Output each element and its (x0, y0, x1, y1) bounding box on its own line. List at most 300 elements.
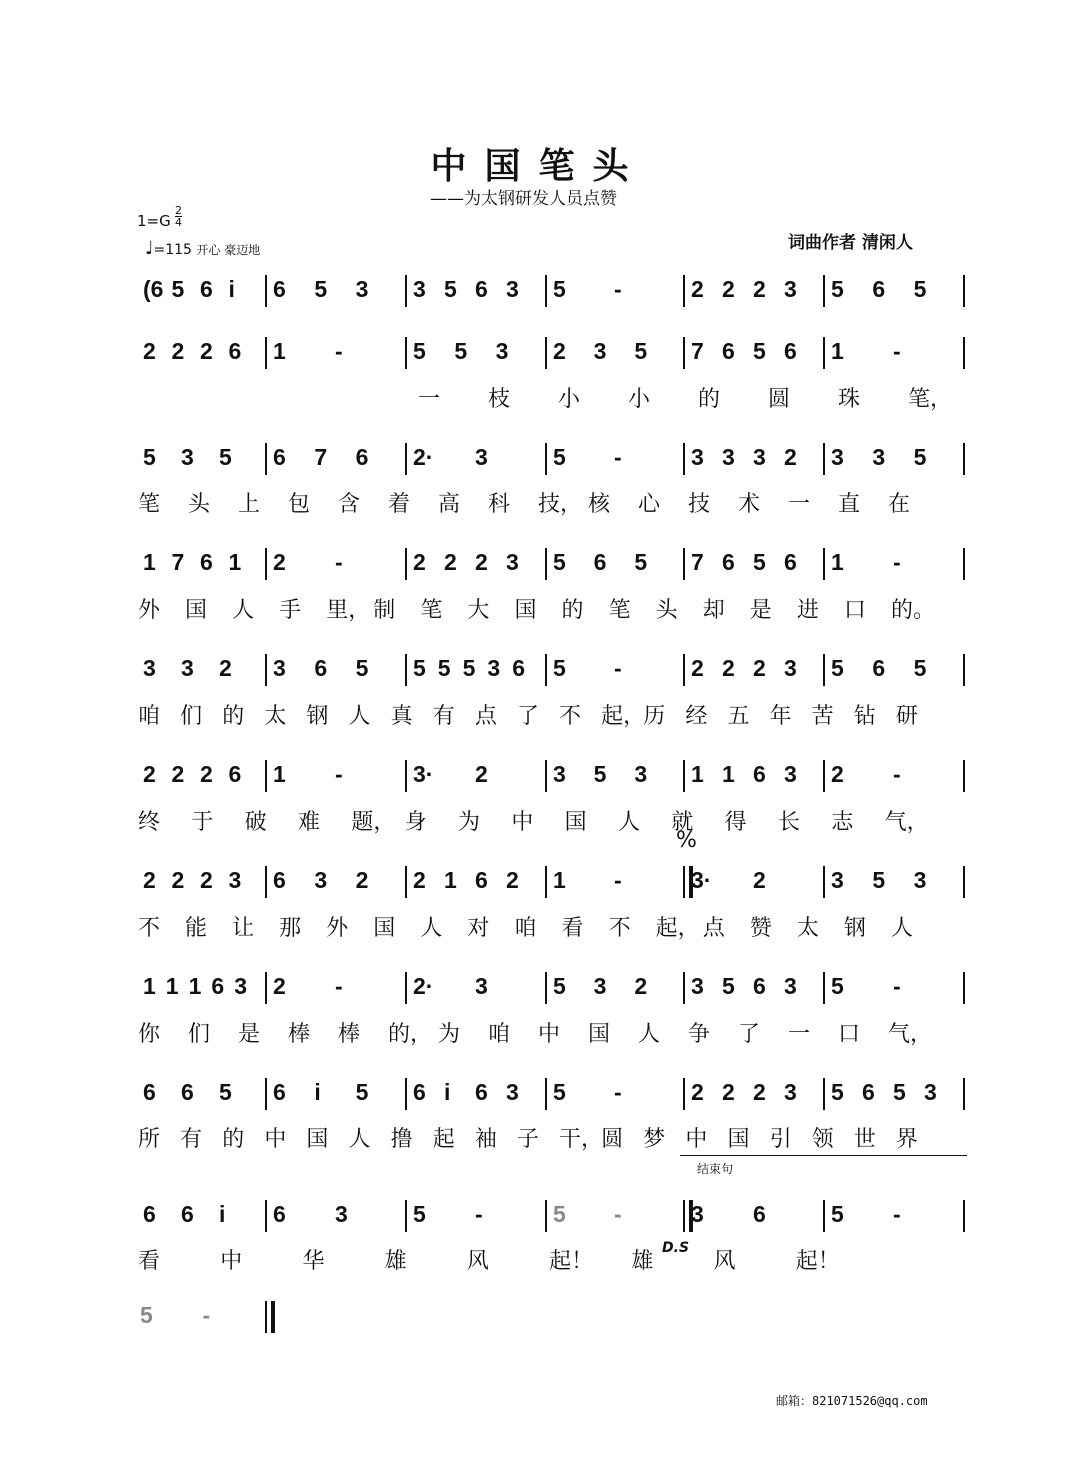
score-note: 3 (487, 655, 501, 681)
score-note: 6 (722, 549, 735, 575)
score-note: 2 (143, 867, 156, 893)
bar-line (265, 1078, 267, 1110)
score-note: 6 (200, 276, 213, 302)
bar-line (683, 275, 685, 307)
bar-line (545, 1078, 547, 1110)
score-note: 5 (355, 1079, 369, 1105)
score-note: 3 (831, 867, 844, 893)
lyric-char: 咱 (138, 704, 161, 729)
score-note: 3 (831, 444, 844, 470)
score-note: 3 (691, 973, 704, 999)
score-note: 5 (413, 338, 426, 364)
lyric-char: 人 (348, 704, 371, 729)
lyric-char: 科 (488, 492, 511, 517)
score-note: 7 (314, 444, 328, 470)
bar-line (405, 654, 407, 686)
lyric-char: 五 (727, 704, 750, 729)
lyric-char: 太 (264, 704, 287, 729)
score-note: 5 (219, 444, 232, 470)
score-note: 1 (831, 338, 844, 364)
score-note: 3 (784, 655, 797, 681)
lyric-char: 的 (698, 387, 721, 412)
lyric-char: 的。 (890, 598, 935, 623)
score-note: 6 (753, 761, 766, 787)
bar-line (963, 866, 965, 898)
score-note: 5 (893, 1079, 906, 1105)
score-note: - (614, 1201, 622, 1227)
dal-segno-mark: D.S (662, 1240, 690, 1256)
lyric-char: 们 (188, 1022, 211, 1047)
score-note: 3 (314, 867, 328, 893)
lyric-char: 就 (671, 810, 694, 835)
ending-bracket (680, 1155, 967, 1156)
score-note: 3 (784, 973, 797, 999)
lyric-char: 干， (559, 1127, 604, 1152)
bar-line (405, 443, 407, 475)
score-note: - (893, 973, 901, 999)
score-note: 1 (143, 973, 156, 999)
score-note: 5 (872, 867, 886, 893)
score-note: 5 (413, 655, 426, 681)
score-note: 5 (753, 549, 766, 575)
bar-line (265, 654, 267, 686)
score-note: - (893, 1201, 901, 1227)
lyric-char: 人 (420, 916, 443, 941)
lyric-char: 钢 (843, 916, 866, 941)
lyric-char: 研 (895, 704, 918, 729)
lyric-char: 年 (769, 704, 792, 729)
lyric-char: 国 (588, 1022, 611, 1047)
bar-line (265, 760, 267, 792)
lyric-char: 人 (618, 810, 641, 835)
score-note: 6 (753, 1201, 766, 1227)
bar-line (405, 548, 407, 580)
score-note: 2 (200, 338, 213, 364)
score-note: 2 (475, 761, 488, 787)
score-note: 5 (171, 276, 185, 302)
score-note: 3 (506, 1079, 519, 1105)
lyric-char: 外 (326, 916, 349, 941)
score-note: 5 (593, 761, 607, 787)
lyric-char: 人 (232, 598, 255, 623)
lyric-char: 口 (838, 1022, 861, 1047)
lyric-char: 世 (853, 1127, 876, 1152)
score-note: 5 (913, 655, 927, 681)
score-note: 3 (495, 338, 509, 364)
lyric-char: 进 (796, 598, 819, 623)
score-note: 5 (634, 338, 648, 364)
lyric-char: 高 (438, 492, 461, 517)
score-note: 6 (181, 1201, 194, 1227)
score-note: - (335, 761, 343, 787)
lyric-char: 不 (138, 916, 161, 941)
lyric-char: 为 (438, 1022, 461, 1047)
score-note: 2 (475, 549, 488, 575)
lyric-char: 于 (191, 810, 214, 835)
bar-line (963, 337, 965, 369)
lyric-char: 国 (727, 1127, 750, 1152)
bar-line (963, 1200, 965, 1232)
lyric-char: 一 (788, 1022, 811, 1047)
bar-line (823, 760, 825, 792)
score-note: i (228, 276, 235, 302)
time-signature: $\frac{2}{4}$ (175, 204, 182, 229)
segno-sign: % (676, 828, 697, 853)
lyric-char: 术 (738, 492, 761, 517)
score-note: 3 (181, 655, 194, 681)
lyric-char: 圆 (768, 387, 791, 412)
score-note: 3 (784, 1079, 797, 1105)
score-note: 2 (691, 655, 704, 681)
bar-line (823, 654, 825, 686)
lyric-char: 是 (238, 1022, 261, 1047)
score-note: 2 (273, 973, 286, 999)
score-note: 1 (691, 761, 704, 787)
score-note: 6 (200, 549, 213, 575)
lyric-char: 让 (232, 916, 255, 941)
score-note: - (335, 549, 343, 575)
score-note: 5 (831, 1079, 844, 1105)
bar-line (823, 972, 825, 1004)
score-note: 6 (228, 338, 242, 364)
bar-line (683, 443, 685, 475)
lyric-char: 气， (884, 810, 929, 835)
score-note: 5 (553, 276, 566, 302)
lyric-char: 看 (138, 1249, 161, 1274)
lyric-char: 看 (561, 916, 584, 941)
score-note: 5 (831, 973, 844, 999)
score-note: 5 (462, 655, 476, 681)
score-note: 1 (553, 867, 566, 893)
score-note: 6 (784, 338, 797, 364)
score-note: 2 (784, 444, 797, 470)
lyric-char: 制 (373, 598, 396, 623)
lyric-char: 钻 (853, 704, 876, 729)
score-note: 5 (753, 338, 766, 364)
lyric-char: 国 (373, 916, 396, 941)
lyric-char: 能 (185, 916, 208, 941)
score-note: 5 (413, 1201, 426, 1227)
lyric-char: 技， (538, 492, 583, 517)
score-note: 6 (862, 1079, 875, 1105)
score-note: - (614, 867, 622, 893)
bar-line (963, 548, 965, 580)
score-note: 6 (355, 444, 369, 470)
bar-line (545, 443, 547, 475)
score-note: 6 (181, 1079, 194, 1105)
bar-line (823, 866, 825, 898)
lyric-char: 终 (138, 810, 161, 835)
lyric-char: 在 (888, 492, 911, 517)
score-note: 2 (753, 867, 766, 893)
lyric-char: 棒 (338, 1022, 361, 1047)
lyric-char: 赞 (749, 916, 772, 941)
score-note: 6 (512, 655, 525, 681)
score-note: 5 (444, 276, 457, 302)
lyric-char: 得 (724, 810, 747, 835)
score-note: 7 (691, 338, 704, 364)
score-note: 3 (913, 867, 927, 893)
score-note: 6 (872, 655, 886, 681)
score-note: 2 (634, 973, 648, 999)
lyric-char: 人 (890, 916, 913, 941)
bar-line (545, 760, 547, 792)
bar-line (405, 337, 407, 369)
score-note: 6 (273, 444, 286, 470)
lyric-char: 起， (655, 916, 700, 941)
lyric-char: 中 (685, 1127, 708, 1152)
score-note: 3 (143, 655, 156, 681)
lyric-char: 有 (432, 704, 455, 729)
lyric-char: 了 (738, 1022, 761, 1047)
score-note: 1 (143, 549, 156, 575)
bar-line (265, 1200, 267, 1232)
lyric-char: 你 (138, 1022, 161, 1047)
score-note: 2 (753, 276, 766, 302)
score-note: 5 (553, 549, 566, 575)
bar-line (405, 1200, 407, 1232)
lyric-char: 点 (702, 916, 725, 941)
bar-line (683, 654, 685, 686)
lyric-char: 人 (638, 1022, 661, 1047)
bar-line (963, 275, 965, 307)
score-note: 3 (506, 549, 519, 575)
score-note: 3 (691, 1201, 704, 1227)
bar-line (265, 866, 267, 898)
score-note: 2 (753, 1079, 766, 1105)
bar-line (265, 337, 267, 369)
lyric-char: 头 (655, 598, 678, 623)
score-note: i (314, 1079, 321, 1105)
bar-line (265, 548, 267, 580)
score-note: 5 (437, 655, 451, 681)
lyric-char: 了 (516, 704, 539, 729)
lyric-char: 是 (749, 598, 772, 623)
lyric-char: 起！ (549, 1249, 594, 1274)
score-note: 5 (913, 444, 927, 470)
score-note: 5 (553, 973, 566, 999)
lyric-char: 苦 (811, 704, 834, 729)
score-note: 6 (753, 973, 766, 999)
score-note: 2 (444, 549, 457, 575)
lyric-char: 的， (388, 1022, 433, 1047)
lyric-char: 历 (643, 704, 666, 729)
score-note: 2 (143, 338, 156, 364)
score-note: 2 (722, 276, 735, 302)
lyric-char: 梦 (643, 1127, 666, 1152)
double-bar-line (265, 1301, 275, 1333)
score-note: - (335, 338, 343, 364)
score-note: 3 (234, 973, 247, 999)
score-note: 3 (273, 655, 286, 681)
lyric-char: 们 (180, 704, 203, 729)
score-note: - (893, 761, 901, 787)
lyric-char: 为 (458, 810, 481, 835)
lyric-char: 雄 (631, 1249, 654, 1274)
lyric-char: 的 (222, 1127, 245, 1152)
bar-line (963, 972, 965, 1004)
score-note: 7 (691, 549, 704, 575)
score-note: 6 (314, 655, 328, 681)
score-note: 5 (913, 276, 927, 302)
bar-line (405, 866, 407, 898)
score-note: 3 (553, 761, 566, 787)
lyric-char: 头 (188, 492, 211, 517)
lyric-char: 中 (511, 810, 534, 835)
lyric-char: 心 (638, 492, 661, 517)
score-note: 3 (872, 444, 886, 470)
lyric-char: 不 (608, 916, 631, 941)
lyric-char: 却 (702, 598, 725, 623)
score-note: 2 (171, 761, 185, 787)
score-note: 2 (831, 761, 844, 787)
song-subtitle: ——为太钢研发人员点赞 (430, 189, 617, 209)
score-note: 6 (273, 1201, 286, 1227)
lyric-char: 题， (351, 810, 396, 835)
lyric-char: 含 (338, 492, 361, 517)
score-note: 2 (691, 1079, 704, 1105)
score-note: 2· (413, 444, 434, 470)
lyric-char: 中 (264, 1127, 287, 1152)
lyric-char: 圆 (601, 1127, 624, 1152)
score-note: 1 (273, 338, 286, 364)
score-note: 5 (140, 1302, 153, 1328)
lyric-char: 所 (138, 1127, 161, 1152)
score-note: i (444, 1079, 451, 1105)
contact-email: 邮箱：821071526@qq.com (776, 1394, 928, 1408)
bar-line (545, 866, 547, 898)
score-note: 6 (143, 1201, 156, 1227)
lyric-char: 咱 (488, 1022, 511, 1047)
bar-line (963, 760, 965, 792)
score-note: 6 (475, 867, 488, 893)
score-note: 6 (413, 1079, 426, 1105)
lyric-char: 雄 (384, 1249, 407, 1274)
lyric-char: 子 (516, 1127, 539, 1152)
lyric-char: 人 (348, 1127, 371, 1152)
score-note: 3 (593, 973, 607, 999)
score-note: 3 (475, 444, 488, 470)
bar-line (545, 972, 547, 1004)
lyric-char: 领 (811, 1127, 834, 1152)
score-note: 2 (171, 338, 185, 364)
score-note: 5 (831, 1201, 844, 1227)
lyric-char: 棒 (288, 1022, 311, 1047)
score-note: 6 (273, 867, 286, 893)
lyric-char: 引 (769, 1127, 792, 1152)
score-note: 1 (273, 761, 286, 787)
bar-line (823, 337, 825, 369)
lyric-char: 身 (404, 810, 427, 835)
lyric-char: 撸 (390, 1127, 413, 1152)
score-note: 5 (722, 973, 735, 999)
score-note: 6 (593, 549, 607, 575)
lyric-char: 笔， (908, 387, 953, 412)
lyric-char: 手 (279, 598, 302, 623)
lyric-char: 界 (895, 1127, 918, 1152)
lyric-char: 袖 (474, 1127, 497, 1152)
lyric-char: 小 (628, 387, 651, 412)
bar-line (823, 275, 825, 307)
score-note: 5 (314, 276, 328, 302)
score-note: 3· (691, 867, 712, 893)
lyric-char: 珠 (838, 387, 861, 412)
bar-line (683, 760, 685, 792)
score-note: - (335, 973, 343, 999)
lyric-char: 外 (138, 598, 161, 623)
lyric-char: 直 (838, 492, 861, 517)
score-note: 5 (219, 1079, 232, 1105)
lyric-char: 小 (558, 387, 581, 412)
lyric-char: 中 (538, 1022, 561, 1047)
score-note: - (614, 444, 622, 470)
score-note: 6 (273, 1079, 286, 1105)
lyric-char: 国 (306, 1127, 329, 1152)
lyric-char: 华 (302, 1249, 325, 1274)
score-note: 3 (753, 444, 766, 470)
bar-line (405, 1078, 407, 1110)
score-note: - (893, 549, 901, 575)
lyric-char: 太 (796, 916, 819, 941)
score-note: 1 (722, 761, 735, 787)
score-note: - (475, 1201, 483, 1227)
score-note: 3 (924, 1079, 937, 1105)
score-note: 1 (165, 973, 179, 999)
lyric-char: 风 (713, 1249, 736, 1274)
lyric-char: 国 (564, 810, 587, 835)
bar-line (823, 1200, 825, 1232)
lyric-char: 核 (588, 492, 611, 517)
score-note: 2 (722, 1079, 735, 1105)
score-note: 5 (143, 444, 156, 470)
bar-line (405, 760, 407, 792)
lyric-char: 笔 (420, 598, 443, 623)
lyric-char: 长 (778, 810, 801, 835)
score-note: 3 (181, 444, 194, 470)
bar-line (265, 443, 267, 475)
score-note: - (614, 276, 622, 302)
score-note: 2 (722, 655, 735, 681)
score-note: i (219, 1201, 226, 1227)
bar-line (963, 443, 965, 475)
bar-line (823, 1078, 825, 1110)
lyric-char: 口 (843, 598, 866, 623)
score-note: 3 (506, 276, 519, 302)
lyric-char: 的 (222, 704, 245, 729)
score-note: 3 (475, 973, 488, 999)
lyric-char: 里， (326, 598, 371, 623)
score-note: 5 (831, 655, 844, 681)
bar-line (265, 275, 267, 307)
score-note: - (202, 1302, 211, 1328)
bar-line (963, 1078, 965, 1110)
lyric-char: 起！ (795, 1249, 840, 1274)
lyric-char: 起， (601, 704, 646, 729)
score-note: 5 (553, 1201, 566, 1227)
lyric-char: 一 (788, 492, 811, 517)
lyric-char: 不 (559, 704, 582, 729)
lyric-char: 着 (388, 492, 411, 517)
lyric-char: 咱 (514, 916, 537, 941)
score-note: 1 (831, 549, 844, 575)
score-note: 5 (454, 338, 468, 364)
lyric-char: 的 (561, 598, 584, 623)
bar-line (683, 972, 685, 1004)
score-note: 2 (200, 761, 213, 787)
score-note: 2 (753, 655, 766, 681)
lyric-char: 国 (185, 598, 208, 623)
lyric-char: 气， (888, 1022, 933, 1047)
